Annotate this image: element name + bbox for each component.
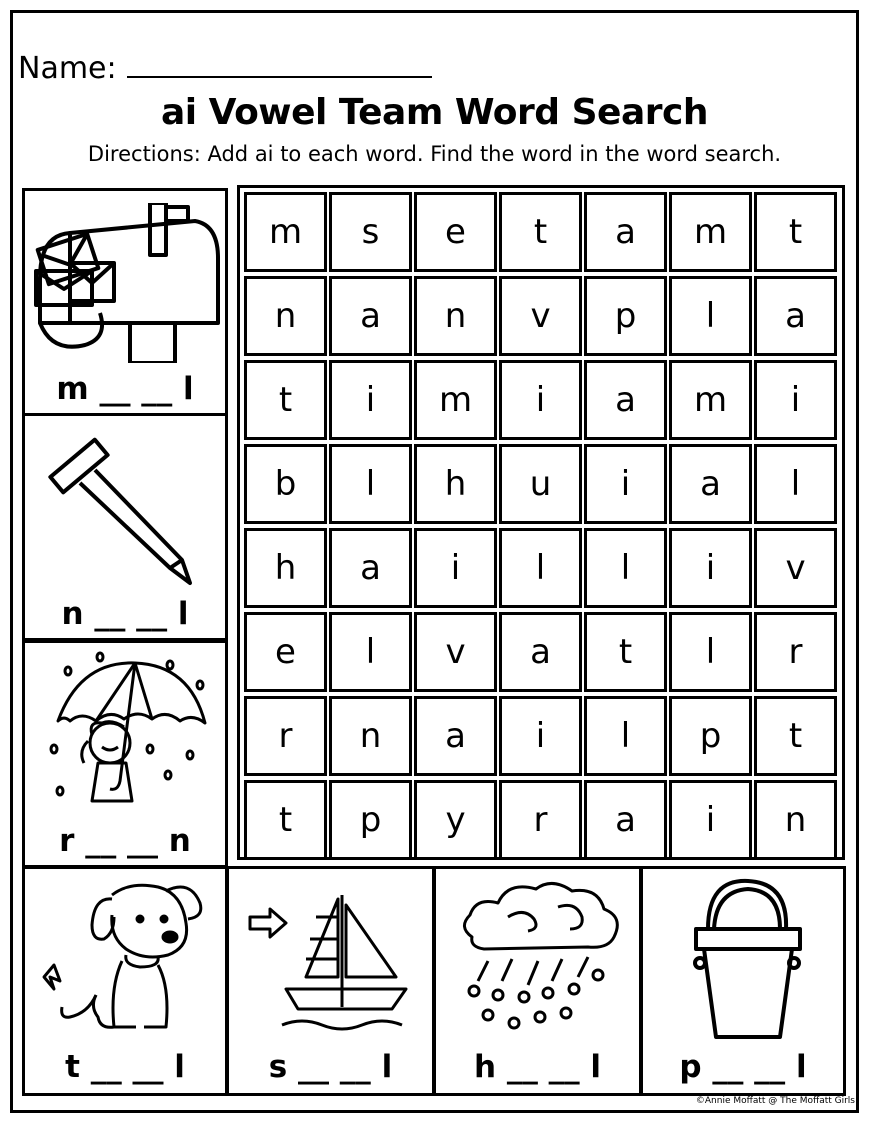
word-blank-rain: r __ __ n xyxy=(59,823,191,859)
grid-cell[interactable]: b xyxy=(244,444,327,524)
grid-cell[interactable]: h xyxy=(244,528,327,608)
word-blank-pail: p __ __ l xyxy=(679,1049,807,1085)
grid-cell[interactable]: m xyxy=(414,360,497,440)
word-search-grid xyxy=(237,185,845,860)
grid-cell[interactable]: a xyxy=(584,192,667,272)
grid-cell[interactable]: u xyxy=(499,444,582,524)
name-blank-line[interactable] xyxy=(127,50,432,78)
grid-cell[interactable]: p xyxy=(329,780,412,860)
picture-card-mail xyxy=(22,188,228,416)
picture-card-hail xyxy=(433,866,642,1096)
page-title: ai Vowel Team Word Search xyxy=(161,92,708,133)
grid-cell[interactable]: i xyxy=(329,360,412,440)
grid-cell[interactable]: t xyxy=(244,780,327,860)
picture-card-pail xyxy=(640,866,846,1096)
word-blank-tail: t __ __ l xyxy=(65,1049,185,1085)
grid-cell[interactable]: l xyxy=(584,696,667,776)
name-field xyxy=(18,50,432,86)
grid-cell[interactable]: l xyxy=(669,612,752,692)
grid-cell[interactable]: i xyxy=(499,360,582,440)
grid-cell[interactable]: r xyxy=(499,780,582,860)
grid-cell[interactable]: l xyxy=(754,444,837,524)
grid-cell[interactable]: r xyxy=(754,612,837,692)
grid-cell[interactable]: p xyxy=(669,696,752,776)
grid-cell[interactable]: m xyxy=(244,192,327,272)
picture-card-rain xyxy=(22,640,228,868)
copyright-credit: ©Annie Moffatt @ The Moffatt Girls xyxy=(695,1096,855,1106)
directions-text: Directions: Add ai to each word. Find the word in the word search. xyxy=(87,142,782,166)
grid-cell[interactable]: a xyxy=(669,444,752,524)
grid-cell[interactable]: e xyxy=(414,192,497,272)
grid-cell[interactable]: l xyxy=(329,444,412,524)
grid-cell[interactable]: l xyxy=(499,528,582,608)
picture-card-nail xyxy=(22,413,228,641)
mailbox-icon xyxy=(30,203,220,363)
word-blank-nail: n __ __ l xyxy=(61,596,189,632)
grid-cell[interactable]: v xyxy=(414,612,497,692)
grid-cell[interactable]: p xyxy=(584,276,667,356)
grid-cell[interactable]: m xyxy=(669,360,752,440)
word-blank-mail: m __ __ l xyxy=(56,371,194,407)
grid-cell[interactable]: l xyxy=(669,276,752,356)
grid-cell[interactable]: l xyxy=(584,528,667,608)
grid-cell[interactable]: i xyxy=(499,696,582,776)
grid-cell[interactable]: a xyxy=(584,360,667,440)
hail-cloud-icon xyxy=(448,877,628,1042)
grid-cell[interactable]: a xyxy=(499,612,582,692)
grid-cell[interactable]: i xyxy=(754,360,837,440)
grid-cell[interactable]: v xyxy=(499,276,582,356)
pail-icon xyxy=(668,877,818,1042)
grid-cell[interactable]: a xyxy=(329,276,412,356)
grid-cell[interactable]: i xyxy=(414,528,497,608)
grid-cell[interactable]: t xyxy=(584,612,667,692)
grid-cell[interactable]: y xyxy=(414,780,497,860)
grid-cell[interactable]: a xyxy=(329,528,412,608)
grid-cell[interactable]: i xyxy=(669,528,752,608)
nail-icon xyxy=(40,428,210,588)
bottom-picture-row xyxy=(22,866,846,1096)
grid-cell[interactable]: n xyxy=(754,780,837,860)
grid-cell[interactable]: n xyxy=(329,696,412,776)
girl-umbrella-rain-icon xyxy=(40,651,210,806)
grid-cell[interactable]: m xyxy=(669,192,752,272)
grid-cell[interactable]: i xyxy=(669,780,752,860)
picture-card-tail xyxy=(22,866,228,1096)
grid-cell[interactable]: a xyxy=(754,276,837,356)
grid-cell[interactable]: h xyxy=(414,444,497,524)
grid-cell[interactable]: t xyxy=(244,360,327,440)
grid-cell[interactable]: n xyxy=(244,276,327,356)
grid-cell[interactable]: l xyxy=(329,612,412,692)
grid-cell[interactable]: t xyxy=(499,192,582,272)
grid-cell[interactable]: s xyxy=(329,192,412,272)
name-label: Name: xyxy=(18,51,117,86)
grid-cell[interactable]: t xyxy=(754,696,837,776)
word-blank-hail: h __ __ l xyxy=(473,1049,602,1085)
sailboat-icon xyxy=(246,877,416,1042)
grid-cell[interactable]: a xyxy=(584,780,667,860)
picture-card-sail xyxy=(226,866,435,1096)
dog-tail-icon xyxy=(40,877,210,1042)
word-blank-sail: s __ __ l xyxy=(268,1049,393,1085)
word-search-cells xyxy=(244,192,837,860)
grid-cell[interactable]: n xyxy=(414,276,497,356)
grid-cell[interactable]: a xyxy=(414,696,497,776)
grid-cell[interactable]: v xyxy=(754,528,837,608)
grid-cell[interactable]: r xyxy=(244,696,327,776)
grid-cell[interactable]: t xyxy=(754,192,837,272)
grid-cell[interactable]: i xyxy=(584,444,667,524)
grid-cell[interactable]: e xyxy=(244,612,327,692)
